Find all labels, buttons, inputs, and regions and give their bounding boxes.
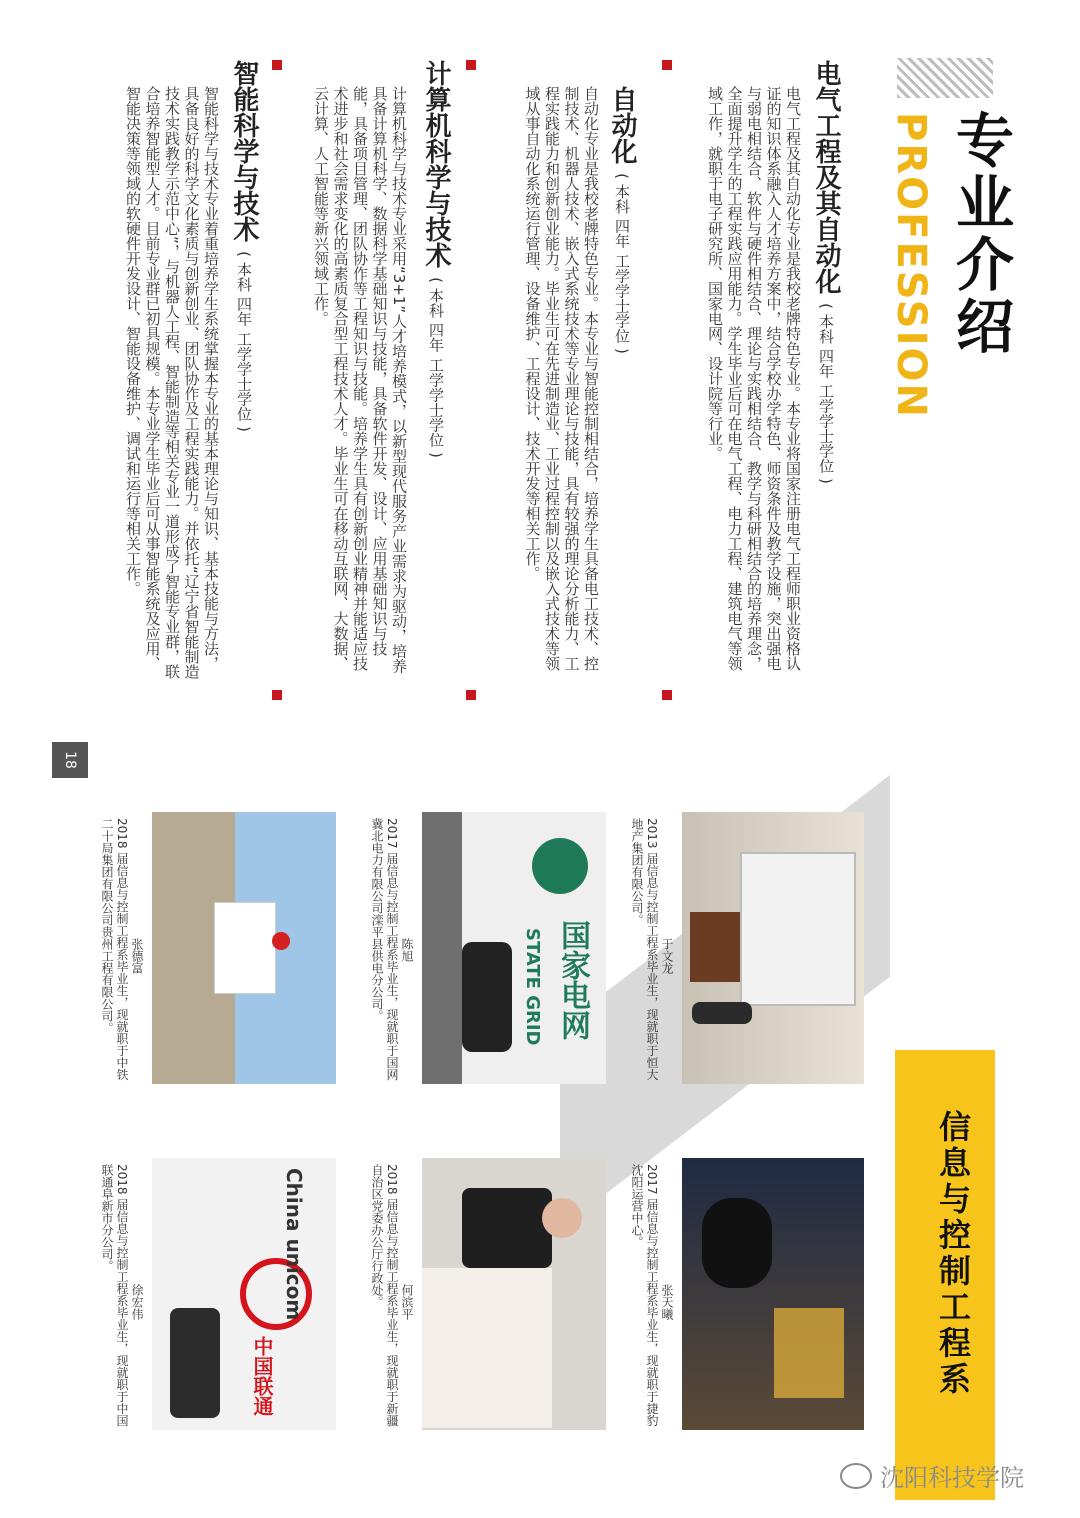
alumni-caption xyxy=(360,818,414,1086)
section-title-electrical xyxy=(808,60,845,484)
state-grid-logo-icon xyxy=(532,838,588,894)
helmet xyxy=(272,932,290,950)
alumni-caption xyxy=(360,1164,414,1432)
section-marker xyxy=(662,690,672,700)
page-number xyxy=(52,742,88,778)
person-figure xyxy=(214,902,276,994)
section-marker xyxy=(272,60,282,70)
section-marker xyxy=(466,690,476,700)
section-body-electrical: 电气工程及其自动化专业是我校老牌特色专业。本专业将国家注册电气工程师职业资格认证的知识体系融入人才培养方案中，结合学校办学特色、师资条件及教学设施，突出强电与弱电相结合、软件与硬件相结合、理论与实践相结合、教学与科研相结合的培养理念，全面提升学生的工程实践应用能力。学生毕业后可在电气工程、电力工程、建筑电气等领域工作，就职于电子研究所、国家电网、设计院等行业。 xyxy=(706,86,802,671)
logo-text-en: STATE GRID xyxy=(522,928,543,1046)
section-title-text: 自动化 xyxy=(607,86,637,164)
section-note: ( 本科 四年 工学学士学位 ) xyxy=(235,251,253,432)
projection-screen xyxy=(740,852,856,1006)
alumni-caption xyxy=(622,818,674,1086)
watermark-text: 沈阳科技学院 xyxy=(880,1464,1024,1492)
alumni-caption-text: 2013 届信息与控制工程系毕业生，现就职于恒大地产集团有限公司。 xyxy=(630,818,659,1081)
alumni-name: 张天曦 xyxy=(660,1284,674,1320)
section-note: ( 本科 四年 工学学士学位 ) xyxy=(427,277,445,458)
page-number-text: 18 xyxy=(61,751,78,769)
page-title: 专业介绍 xyxy=(946,110,1014,358)
section-title-text: 计算机科学与技术 xyxy=(421,60,451,268)
alumni-name: 张德富 xyxy=(130,938,144,974)
person-figure xyxy=(462,1188,552,1268)
alumni-photo-podium xyxy=(682,812,864,1084)
display-sign xyxy=(774,1308,844,1398)
person-figure xyxy=(702,1198,772,1288)
section-title-computer-science xyxy=(418,60,455,458)
section-body-intelligent-science: 智能科学与技术专业着重培养学生系统掌握本专业的基本理论与知识、基本技能与方法，具备良好的科学文化素质与创新创业、团队协作及工程实践能力。并依托“辽宁省智能制造技术实践教学示范中心”，与机器人工程、智能制造等相关专业一道形成了智能专业群，联合培养智能型人才。目前专业群已初具规模。本专业学生毕业后可从事智能系统及应用、智能决策等领域的软硬件开发设计、智能设备维护、调试和运行等相关工作。 xyxy=(124,86,220,679)
alumni-photo-state-grid xyxy=(422,812,606,1084)
alumni-name: 何滨平 xyxy=(400,1284,414,1320)
header-hatch-decoration xyxy=(897,58,993,98)
person-figure xyxy=(462,942,512,1052)
section-title-text: 电气工程及其自动化 xyxy=(811,60,841,294)
alumni-caption-text: 2017 届信息与控制工程系毕业生，现就职于国网冀北电力有限公司滦平县供电分公司。 xyxy=(370,818,399,1081)
department-title: 信息与控制工程系 xyxy=(934,1110,972,1398)
wechat-icon xyxy=(840,1463,872,1489)
alumni-caption-text: 2017 届信息与控制工程系毕业生，现就职于捷豹沈阳运营中心。 xyxy=(630,1164,659,1427)
person-head xyxy=(542,1198,582,1238)
alumni-caption xyxy=(92,1164,144,1432)
section-marker xyxy=(466,60,476,70)
person-figure xyxy=(170,1308,220,1418)
alumni-photo-unicom xyxy=(152,1158,336,1430)
section-body-computer-science: 计算机科学与技术专业采用“3+1”人才培养模式，以新型现代服务产业需求为驱动，培养具备计算机科学、数据科学基础知识与技能，具备软件开发、设计、应用基础知识与技能，具备项目管理、团队协作等工程知识与技能。培养学生具有创新创业精神并能适应技术进步和社会需求变化的高素质复合型工程技术人才。毕业生可在移动互联网、大数据、云计算、人工智能等新兴领域工作。 xyxy=(312,86,408,674)
alumni-caption xyxy=(92,818,144,1086)
calligraphy-wall xyxy=(422,1268,552,1428)
logo-text-cn: 中国联通 xyxy=(250,1336,274,1416)
section-title-text: 智能科学与技术 xyxy=(229,60,259,242)
logo-text-cn: 国家电网 xyxy=(555,920,590,1040)
section-title-automation xyxy=(604,86,641,354)
watermark xyxy=(840,1458,1024,1493)
alumni-name: 徐宏伟 xyxy=(130,1284,144,1320)
desk-area xyxy=(422,812,462,1084)
alumni-photo-exhibition xyxy=(682,1158,864,1430)
alumni-caption-text: 2018 届信息与控制工程系毕业生，现就职于中铁二十局集团有限公司贵州工程有限公司。 xyxy=(100,818,129,1081)
section-note: ( 本科 四年 工学学士学位 ) xyxy=(817,303,835,484)
section-title-intelligent-science xyxy=(226,60,263,432)
podium xyxy=(690,912,740,982)
alumni-caption-text: 2018 届信息与控制工程系毕业生，现就职于新疆自治区党委办公厅行政处。 xyxy=(370,1164,399,1427)
alumni-caption-text: 2018 届信息与控制工程系毕业生，现就职于中国联通阜新市分公司。 xyxy=(100,1164,129,1427)
alumni-photo-construction xyxy=(152,812,336,1084)
alumni-name: 于文龙 xyxy=(660,938,674,974)
section-body-automation: 自动化专业是我校老牌特色专业。本专业与智能控制相结合，培养学生具备电工技术、控制技术、机器人技术、嵌入式系统技术等专业理论与技能，具有较强的理论分析能力、工程实践能力和创新创业能力。毕业生可在先进制造业、工业过程控制以及嵌入式技术等领域从事自动化系统运行管理、设备维护、工程设计、技术开发等相关工作。 xyxy=(523,86,600,671)
logo-text-en: China unicom xyxy=(282,1168,306,1321)
section-note: ( 本科 四年 工学学士学位 ) xyxy=(613,173,631,354)
page-subtitle: PROFESSION xyxy=(888,112,934,419)
section-marker xyxy=(662,60,672,70)
person-figure xyxy=(692,1002,752,1024)
alumni-photo-office xyxy=(422,1158,606,1430)
section-marker xyxy=(272,690,282,700)
alumni-name: 陈旭 xyxy=(400,938,414,962)
alumni-caption xyxy=(622,1164,674,1432)
